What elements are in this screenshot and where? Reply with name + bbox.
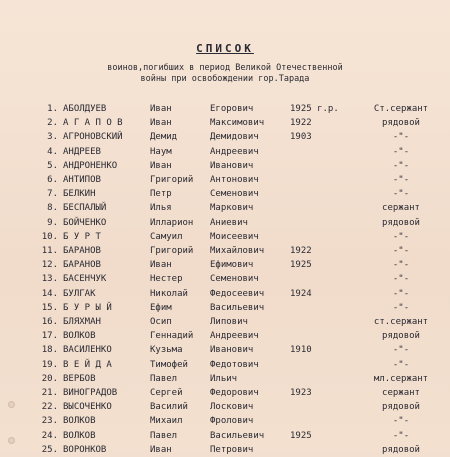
row-rank: рядовой [382, 444, 420, 455]
row-surname: ВОЛКОВ [63, 430, 96, 441]
list-row [0, 358, 450, 372]
list-row [0, 130, 450, 144]
row-number: 24. [41, 430, 58, 441]
row-first-name: Нестер [150, 274, 183, 285]
row-first-name: Михаил [150, 416, 183, 427]
row-number: 3. [47, 132, 58, 143]
row-first-name: Иван [150, 118, 172, 129]
row-surname: ВОЛКОВ [63, 416, 96, 427]
row-rank: рядовой [382, 331, 420, 342]
row-number: 16. [41, 317, 58, 327]
row-patronymic: Семенович [210, 274, 259, 285]
row-rank: мл.сержант [373, 373, 429, 384]
row-rank: -"- [392, 175, 410, 185]
row-rank: -"- [392, 288, 410, 299]
list-row [0, 372, 450, 386]
row-surname: БЕСПАЛЫЙ [63, 203, 107, 214]
row-number: 22. [41, 402, 58, 413]
row-birth-year: 1922 [290, 118, 312, 129]
row-patronymic: Лоскович [210, 402, 254, 413]
row-first-name: Григорий [150, 175, 194, 185]
row-rank: сержант [382, 388, 420, 398]
row-rank: рядовой [382, 402, 420, 413]
row-rank: ст.сержант [373, 317, 429, 327]
row-surname: АНТИПОВ [63, 175, 101, 185]
row-surname: АГРОНОВСКИЙ [63, 132, 123, 143]
row-surname: БОЙЧЕНКО [63, 217, 107, 228]
row-rank: -"- [392, 416, 410, 427]
row-birth-year: 1923 [290, 388, 312, 398]
row-rank: -"- [392, 430, 410, 441]
row-first-name: Иван [150, 260, 172, 271]
row-rank: -"- [392, 160, 410, 171]
row-birth-year: 1922 [290, 246, 312, 256]
list-row [0, 400, 450, 414]
row-rank: Ст.сержант [373, 104, 429, 114]
row-number: 20. [41, 373, 58, 384]
row-surname: Б У Р Т [63, 231, 101, 242]
row-patronymic: Семенович [210, 189, 259, 200]
row-first-name: Илларион [150, 217, 194, 228]
list-row [0, 287, 450, 301]
list-row [0, 329, 450, 343]
row-rank: -"- [392, 189, 410, 200]
list-row [0, 102, 450, 116]
row-surname: А Г А П О В [63, 118, 123, 129]
row-surname: БЛЯХМАН [63, 317, 101, 327]
list-row [0, 315, 450, 329]
row-surname: ВАСИЛЕНКО [63, 345, 112, 356]
row-birth-year: 1925 [290, 260, 312, 271]
row-number: 6. [47, 175, 58, 185]
row-first-name: Иван [150, 160, 172, 171]
row-surname: ВИНОГРАДОВ [63, 388, 118, 398]
row-number: 4. [47, 146, 58, 157]
punch-hole [8, 401, 15, 408]
row-patronymic: Максимович [210, 118, 265, 129]
row-birth-year: 1925 г.р. [290, 104, 339, 114]
row-first-name: Павел [150, 430, 178, 441]
list-row [0, 201, 450, 215]
row-surname: АБОЛДУЕВ [63, 104, 107, 114]
row-patronymic: Васильевич [210, 430, 265, 441]
row-patronymic: Иванович [210, 160, 254, 171]
row-surname: В Е Й Д А [63, 359, 112, 370]
row-number: 9. [47, 217, 58, 228]
row-patronymic: Иванович [210, 345, 254, 356]
row-surname: Б У Р Ы Й [63, 302, 112, 313]
row-birth-year: 1924 [290, 288, 312, 299]
row-patronymic: Федотович [210, 359, 259, 370]
row-rank: -"- [392, 274, 410, 285]
row-number: 5. [47, 160, 58, 171]
list-row [0, 159, 450, 173]
row-surname: ВОЛКОВ [63, 331, 96, 342]
row-first-name: Сергей [150, 388, 183, 398]
row-surname: БАРАНОВ [63, 246, 101, 256]
row-surname: АНДРЕЕВ [63, 146, 101, 157]
row-surname: ВЕРБОВ [63, 373, 96, 384]
list-row [0, 173, 450, 187]
row-first-name: Геннадий [150, 331, 194, 342]
row-rank: -"- [392, 132, 410, 143]
row-number: 8. [47, 203, 58, 214]
row-first-name: Василий [150, 402, 188, 413]
row-first-name: Иван [150, 444, 172, 455]
row-patronymic: Егорович [210, 104, 254, 114]
row-first-name: Павел [150, 373, 178, 384]
row-birth-year: 1903 [290, 132, 312, 143]
row-patronymic: Фролович [210, 416, 254, 427]
row-surname: БУЛГАК [63, 288, 96, 299]
row-patronymic: Ефимович [210, 260, 254, 271]
row-number: 7. [47, 189, 58, 200]
row-first-name: Самуил [150, 231, 183, 242]
row-patronymic: Федосеевич [210, 288, 265, 299]
list-row [0, 187, 450, 201]
row-patronymic: Петрович [210, 444, 254, 455]
row-rank: -"- [392, 231, 410, 242]
row-surname: ВОРОНКОВ [63, 444, 107, 455]
row-first-name: Иван [150, 104, 172, 114]
row-number: 12. [41, 260, 58, 271]
row-first-name: Наум [150, 146, 172, 157]
row-patronymic: Моисеевич [210, 231, 259, 242]
row-first-name: Тимофей [150, 359, 188, 370]
row-first-name: Григорий [150, 246, 194, 256]
row-patronymic: Ильич [210, 373, 238, 384]
list-row [0, 414, 450, 428]
document-subtitle-line-2: войны при освобождении гор.Тарада [140, 74, 310, 84]
row-first-name: Осип [150, 317, 172, 327]
list-row [0, 230, 450, 244]
row-rank: -"- [392, 359, 410, 370]
row-rank: сержант [382, 203, 420, 214]
row-surname: БАСЕНЧУК [63, 274, 107, 285]
row-patronymic: Андреевич [210, 146, 259, 157]
row-first-name: Демид [150, 132, 178, 143]
row-patronymic: Маркович [210, 203, 254, 214]
list-row [0, 301, 450, 315]
row-surname: БЕЛКИН [63, 189, 96, 200]
row-number: 14. [41, 288, 58, 299]
row-surname: ВЫСОЧЕНКО [63, 402, 112, 413]
row-surname: БАРАНОВ [63, 260, 101, 271]
row-patronymic: Михайлович [210, 246, 265, 256]
row-rank: рядовой [382, 118, 420, 129]
document-subtitle-line-1: воинов,погибших в период Великой Отечественной [107, 63, 343, 73]
row-number: 10. [41, 231, 58, 242]
row-patronymic: Васильевич [210, 302, 265, 313]
row-number: 19. [41, 359, 58, 370]
row-number: 23. [41, 416, 58, 427]
row-number: 18. [41, 345, 58, 356]
row-number: 11. [41, 246, 58, 256]
row-first-name: Николай [150, 288, 188, 299]
row-patronymic: Демидович [210, 132, 259, 143]
row-number: 2. [47, 118, 58, 129]
row-surname: АНДРОНЕНКО [63, 160, 118, 171]
row-first-name: Илья [150, 203, 172, 214]
row-first-name: Ефим [150, 302, 172, 313]
row-number: 15. [41, 302, 58, 313]
row-birth-year: 1910 [290, 345, 312, 356]
row-rank: -"- [392, 146, 410, 157]
list-row [0, 429, 450, 443]
row-patronymic: Федорович [210, 388, 259, 398]
row-rank: -"- [392, 260, 410, 271]
list-row [0, 343, 450, 357]
row-first-name: Кузьма [150, 345, 183, 356]
row-patronymic: Антонович [210, 175, 259, 185]
row-first-name: Петр [150, 189, 172, 200]
row-rank: рядовой [382, 217, 420, 228]
row-patronymic: Андреевич [210, 331, 259, 342]
list-row [0, 116, 450, 130]
list-row [0, 145, 450, 159]
row-patronymic: Липович [210, 317, 248, 327]
document-title: СПИСОК [196, 42, 254, 55]
row-rank: -"- [392, 246, 410, 256]
row-number: 17. [41, 331, 58, 342]
list-row [0, 216, 450, 230]
row-rank: -"- [392, 345, 410, 356]
list-row [0, 386, 450, 400]
row-number: 13. [41, 274, 58, 285]
row-patronymic: Аниевич [210, 217, 248, 228]
row-birth-year: 1925 [290, 430, 312, 441]
punch-hole [8, 437, 15, 444]
list-row [0, 272, 450, 286]
row-number: 25. [41, 444, 58, 455]
list-row [0, 244, 450, 258]
row-number: 21. [41, 388, 58, 398]
row-number: 1. [47, 104, 58, 114]
row-rank: -"- [392, 302, 410, 313]
list-row [0, 258, 450, 272]
